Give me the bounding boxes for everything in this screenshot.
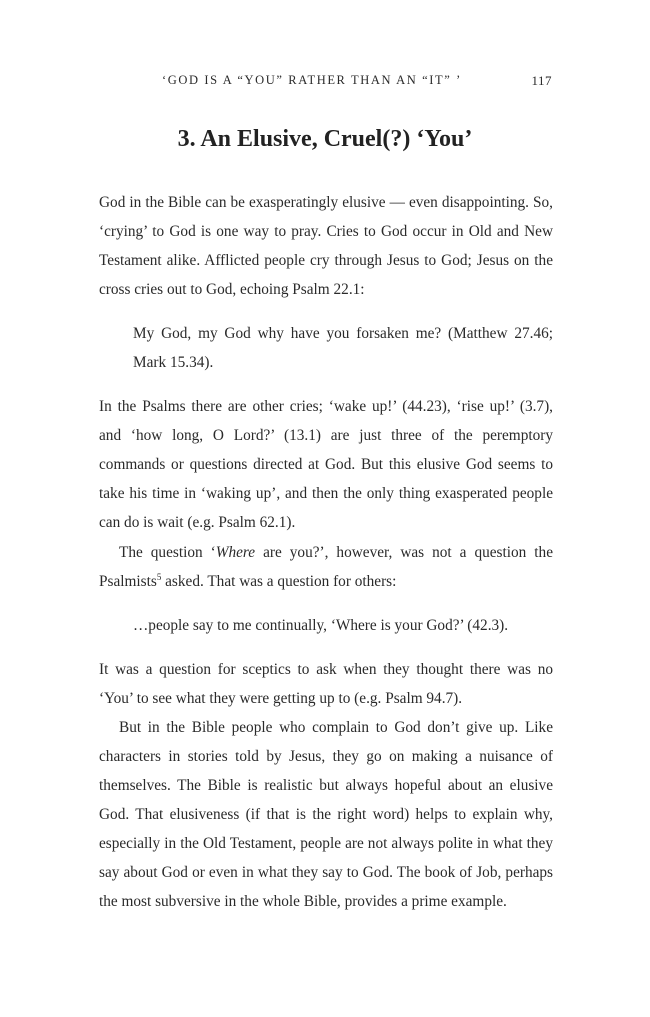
footnote-marker: 5	[156, 571, 162, 582]
paragraph-2: In the Psalms there are other cries; ‘wake up!’ (44.23), ‘rise up!’ (3.7), and ‘how long, O Lord?’ (13.1) are just three of the peremptory commands or questions directed at God. But this elusive God seems to take his time in ‘waking up’, and then the only thing exasperated people can do is wait (e.g. Psalm 62.1).	[99, 398, 553, 531]
paragraph-3-text-end: asked. That was a question for others:	[161, 573, 397, 590]
paragraph-1: God in the Bible can be exasperatingly elusive — even disappointing. So, ‘crying’ to God is one way to pray. Cries to God occur in Old and New Testament alike. Afflicted people cry through Jesus to God; Jesus on the cross cries out to God, echoing Psalm 22.1:	[99, 194, 553, 298]
block-quote-2: …people say to me continually, ‘Where is your God?’ (42.3).	[133, 617, 509, 634]
block-quote-1: My God, my God why have you forsaken me? (Matthew 27.46; Mark 15.34).	[133, 325, 553, 371]
running-header	[0, 73, 650, 93]
running-title: ‘GOD IS A “YOU” RATHER THAN AN “IT” ’	[162, 73, 462, 87]
emphasis-where: Where	[215, 544, 256, 561]
paragraph-3-text-middle: are you?’, however, was not a question the Psalmists	[99, 544, 553, 590]
paragraph-5: But in the Bible people who complain to God don’t give up. Like characters in stories told by Jesus, they go on making a nuisance of themselves. The Bible is realistic but always hopeful about an elusive God. That elusiveness (if that is the right word) helps to explain why, especially in the Old Testament, people are not always polite in what they say about God or even in what they say to God. The book of Job, perhaps the most subversive in the whole Bible, provides a prime example.	[99, 719, 553, 910]
paragraph-3-text-start: The question ‘	[119, 544, 216, 561]
paragraph-4: It was a question for sceptics to ask when they thought there was no ‘You’ to see what they were getting up to (e.g. Psalm 94.7).	[99, 661, 553, 707]
chapter-heading: 3. An Elusive, Cruel(?) ‘You’	[177, 126, 473, 152]
paragraph-3	[99, 538, 553, 596]
page-number: 117	[531, 73, 552, 88]
